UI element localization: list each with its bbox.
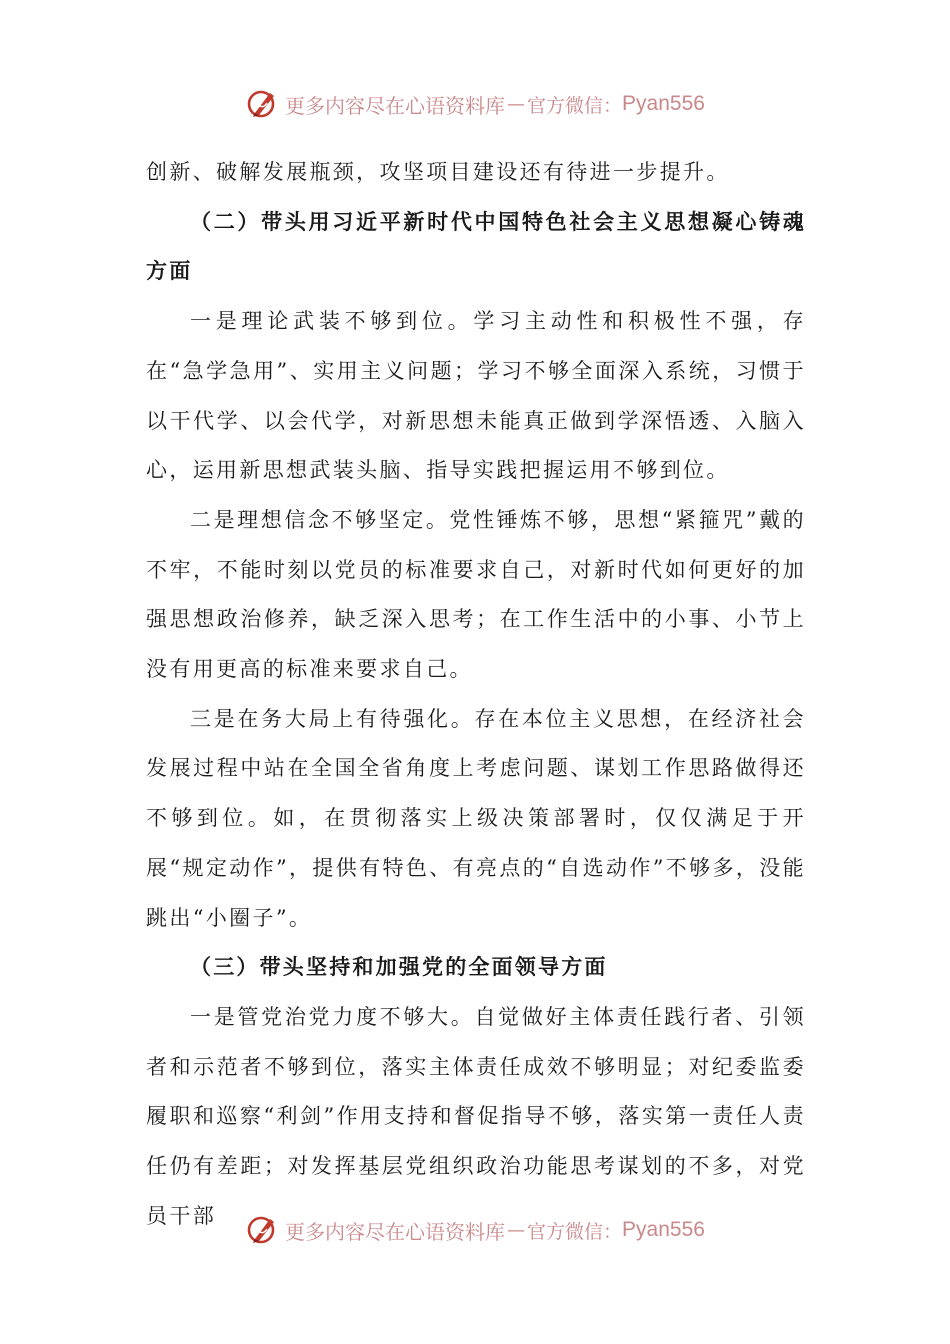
paragraph: 一是管党治党力度不够大。自觉做好主体责任践行者、引领者和示范者不够到位，落实主体责任成效不够明显；对纪委监委履职和巡察“利剑”作用支持和督促指导不够，落实第一责任人责任仍有差距；对发挥基层党组织政治功能思考谋划的不多，对党员干部 [146, 1004, 806, 1228]
section-heading-3: （三）带头坚持和加强党的全面领导方面 [190, 955, 608, 980]
paragraph: 三是在务大局上有待强化。存在本位主义思想，在经济社会发展过程中站在全国全省角度上考虑问题、谋划工作思路做得还不够到位。如，在贯彻落实上级决策部署时，仅仅满足于开展“规定动作”，提供有特色、有亮点的“自选动作”不够多，没能跳出“小圈子”。 [146, 706, 806, 930]
paragraph: 一是理论武装不够到位。学习主动性和积极性不强，存在“急学急用”、实用主义问题；学习不够全面深入系统，习惯于以干代学、以会代学，对新思想未能真正做到学深悟透、入脑入心，运用新思想武装头脑、指导实践把握运用不够到位。 [146, 309, 806, 483]
document-body [146, 148, 806, 1241]
watermark-wechat-id: Pyan556 [622, 1218, 705, 1241]
header-watermark [0, 84, 950, 124]
watermark-dash: — [507, 93, 526, 115]
pen-logo-icon [245, 1213, 279, 1247]
section-heading-2: （二）带头用习近平新时代中国特色社会主义思想凝心铸魂方面 [146, 209, 806, 284]
watermark-wechat-label: 官方微信： [527, 94, 623, 117]
watermark-wechat-id: Pyan556 [622, 92, 705, 115]
watermark-wechat-label: 官方微信： [527, 1220, 623, 1243]
watermark-dash: — [507, 1219, 526, 1241]
watermark-text: 更多内容尽在心语资料库 [285, 1219, 506, 1244]
pen-logo-icon [245, 87, 279, 121]
paragraph-continuation: 创新、破解发展瓶颈，攻坚项目建设还有待进一步提升。 [146, 160, 730, 184]
paragraph: 二是理想信念不够坚定。党性锤炼不够，思想“紧箍咒”戴的不牢，不能时刻以党员的标准要求自己，对新时代如何更好的加强思想政治修养，缺乏深入思考；在工作生活中的小事、小节上没有用更高的标准来要求自己。 [146, 507, 806, 682]
footer-watermark [0, 1210, 950, 1250]
watermark-text: 更多内容尽在心语资料库 [285, 93, 506, 118]
